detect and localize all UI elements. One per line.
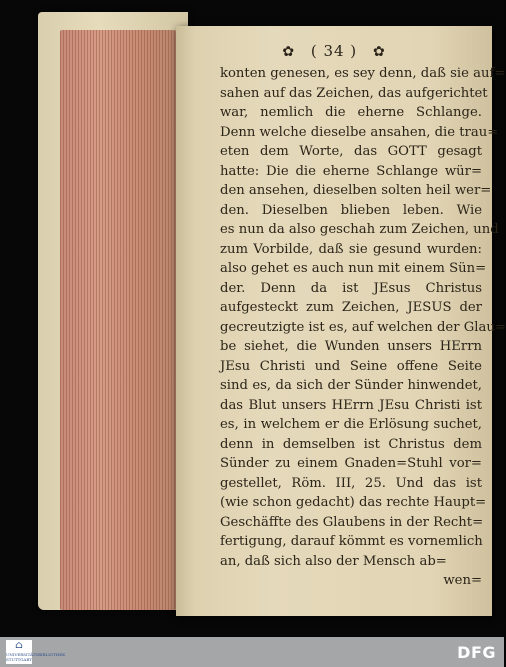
page-edges xyxy=(60,30,176,610)
library-logo-icon: ⌂ xyxy=(15,640,23,651)
text-line: (wie schon gedacht) das rechte Haupt= xyxy=(220,495,487,510)
text-line: hatte: Die die eherne Schlange wür= xyxy=(220,163,482,179)
text-line: sind es, da sich der Sünder hinwendet, xyxy=(220,378,482,393)
page-header xyxy=(176,42,492,60)
text-line: zum Vorbilde, daß sie gesund wurden: xyxy=(220,241,482,257)
text-line: fertigung, darauf kömmt es vornemlich xyxy=(220,534,483,549)
text-line: war, nemlich die eherne Schlange. xyxy=(220,105,482,120)
page-number: ( 34 ) xyxy=(310,42,358,60)
text-line: an, daß sich also der Mensch ab= xyxy=(220,553,447,569)
text-line: JEsu Christi und Seine offene Seite xyxy=(220,358,482,374)
text-line: aufgesteckt zum Zeichen, JESUS der xyxy=(220,300,482,315)
text-line: der. Denn da ist JEsus Christus xyxy=(220,280,482,296)
ornament-left-icon: ✿ xyxy=(282,44,296,60)
text-line: eten dem Worte, das GOTT gesagt xyxy=(220,144,482,159)
ornament-right-icon: ✿ xyxy=(372,44,386,60)
text-line: das Blut unsers HErrn JEsu Christi ist xyxy=(220,397,482,413)
viewer-footer xyxy=(0,637,504,667)
text-line: Denn welche dieselbe ansahen, die trau= xyxy=(220,124,499,140)
dfg-logo: DFG xyxy=(457,643,496,662)
text-line: gestellet, Röm. III, 25. Und das ist xyxy=(220,475,482,491)
text-line: also gehet es auch nun mit einem Sün= xyxy=(220,261,487,276)
text-line: es nun da also geschah zum Zeichen, und xyxy=(220,222,499,237)
library-logo-text: UNIVERSITÄTSBIBLIOTHEK STUTTGART xyxy=(6,652,66,662)
text-line: den. Dieselben blieben leben. Wie xyxy=(220,202,482,218)
text-line: Sünder zu einem Gnaden=Stuhl vor= xyxy=(220,456,482,471)
catchword: wen= xyxy=(443,573,482,588)
text-line: sahen auf das Zeichen, das aufgerichtet xyxy=(220,85,488,101)
text-line: den ansehen, dieselben solten heil wer= xyxy=(220,183,492,198)
text-line: be siehet, die Wunden unsers HErrn xyxy=(220,339,482,354)
page-text xyxy=(220,64,506,591)
book-page xyxy=(176,26,506,616)
library-logo xyxy=(6,640,66,664)
text-line: Geschäffte des Glaubens in der Recht= xyxy=(220,514,484,530)
text-line: gecreutzigte ist es, auf welchen der Glau= xyxy=(220,319,506,335)
text-line: es, in welchem er die Erlösung suchet, xyxy=(220,417,482,432)
text-line: denn in demselben ist Christus dem xyxy=(220,436,482,452)
text-line: konten genesen, es sey denn, daß sie auf= xyxy=(220,66,506,81)
